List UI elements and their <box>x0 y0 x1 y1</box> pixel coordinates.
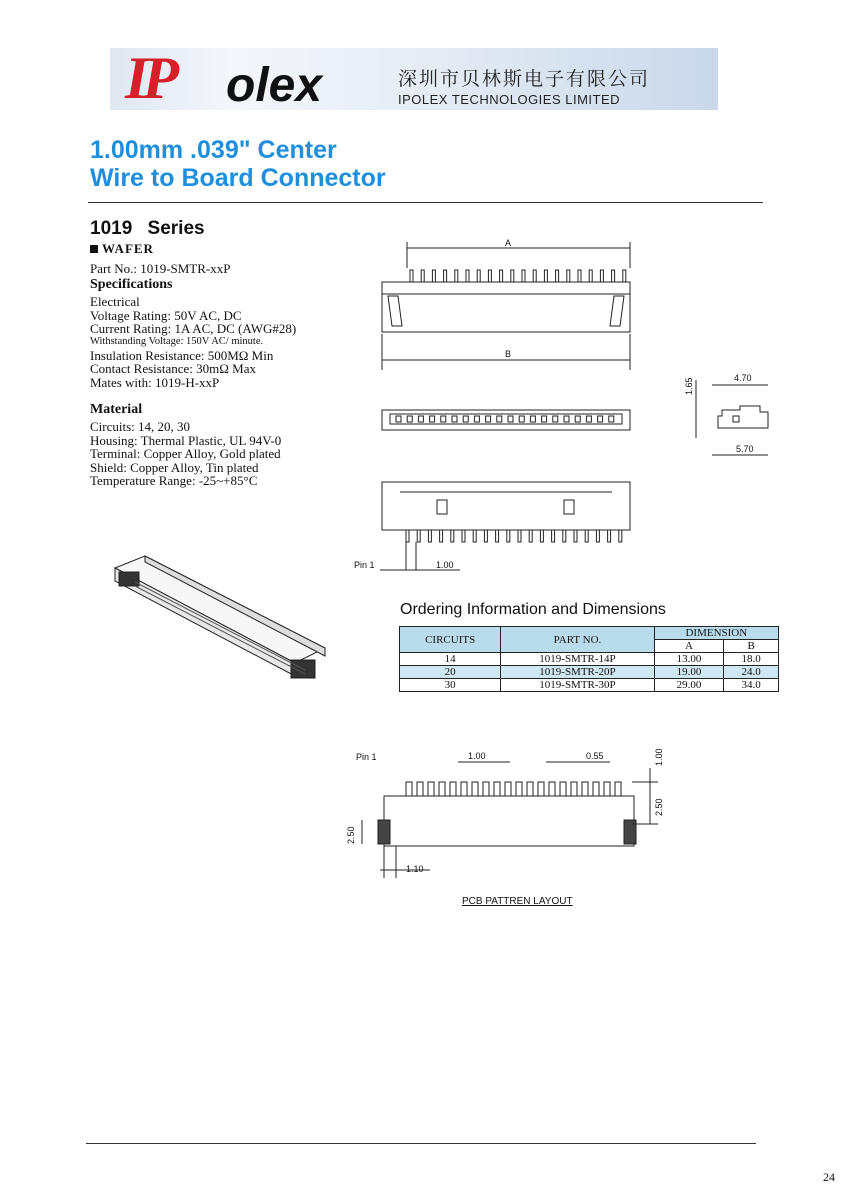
cell-a: 29.00 <box>654 679 724 692</box>
pin-mark <box>530 416 535 422</box>
pcb-d250-right-label: 2.50 <box>654 798 664 816</box>
pin-mark <box>586 416 591 422</box>
dim-a-label: A <box>505 238 512 248</box>
pin-mark <box>406 782 412 796</box>
pin-mark <box>463 416 468 422</box>
table-header-row <box>400 627 779 640</box>
pin-mark <box>417 782 423 796</box>
pitch-label: 1.00 <box>436 560 454 570</box>
pin-mark <box>396 416 401 422</box>
pin-mark <box>542 416 547 422</box>
pin-mark <box>623 270 626 282</box>
pin-mark <box>596 530 599 542</box>
pin-mark <box>472 782 478 796</box>
spec-line: Insulation Resistance: 500MΩ Min <box>90 347 274 363</box>
pcb-pitch-label: 1.00 <box>468 751 486 761</box>
pin-mark <box>560 782 566 796</box>
spec-line: Electrical <box>90 294 140 310</box>
material-heading: Material <box>90 402 143 418</box>
pin-mark <box>619 530 622 542</box>
pin-mark <box>496 530 499 542</box>
ordering-title: Ordering Information and Dimensions <box>400 601 666 618</box>
pin-mark <box>552 530 555 542</box>
table-row <box>400 679 779 692</box>
pin-mark <box>529 530 532 542</box>
dim-b-label: B <box>505 349 512 359</box>
ordering-table <box>399 626 779 692</box>
col-circuits: CIRCUITS <box>400 627 501 653</box>
pcb-outline <box>384 796 634 846</box>
material-line: Terminal: Copper Alloy, Gold plated <box>90 446 281 462</box>
pin-mark <box>538 782 544 796</box>
pin-mark <box>553 416 558 422</box>
col-part-no: PART NO. <box>501 627 654 653</box>
bottom-view <box>382 482 630 542</box>
pin-mark <box>494 782 500 796</box>
pin-mark <box>488 270 491 282</box>
cell-a: 19.00 <box>654 666 724 679</box>
cell-b: 34.0 <box>724 679 779 692</box>
material-line: Housing: Thermal Plastic, UL 94V-0 <box>90 432 282 448</box>
dim-470-label: 4.70 <box>734 373 752 383</box>
pcb-layout-label: PCB PATTREN LAYOUT <box>462 896 573 907</box>
material-line: Temperature Range: -25~+85°C <box>90 473 258 489</box>
pin-mark <box>556 270 559 282</box>
cell-circuits: 14 <box>400 653 501 666</box>
page-number: 24 <box>823 1170 835 1184</box>
pin-mark <box>600 270 603 282</box>
pin-mark <box>421 270 424 282</box>
pin-mark <box>507 530 510 542</box>
pin-mark <box>609 416 614 422</box>
pin-mark <box>441 416 446 422</box>
pin-mark <box>428 530 431 542</box>
cell-a: 13.00 <box>654 653 724 666</box>
pcb-d100-label: 1.00 <box>654 748 664 766</box>
pin-mark <box>574 530 577 542</box>
company-name-english: IPOLEX TECHNOLOGIES LIMITED <box>398 92 621 107</box>
pin-mark <box>575 416 580 422</box>
square-bullet-icon <box>90 245 98 253</box>
pin-mark <box>505 782 511 796</box>
pin-mark <box>455 270 458 282</box>
col-a: A <box>654 640 724 653</box>
cell-circuits: 30 <box>400 679 501 692</box>
pin-mark <box>418 416 423 422</box>
material-line: Shield: Copper Alloy, Tin plated <box>90 459 259 475</box>
pin-mark <box>406 530 409 542</box>
pin-mark <box>428 782 434 796</box>
cell-part: 1019-SMTR-30P <box>501 679 654 692</box>
pin-mark <box>615 782 621 796</box>
pin-mark <box>516 782 522 796</box>
dim-570-label: 5.70 <box>736 444 754 454</box>
pin-mark <box>519 416 524 422</box>
pin-mark <box>452 416 457 422</box>
pin-mark <box>466 270 469 282</box>
pin-mark <box>417 530 420 542</box>
pin-mark <box>567 270 570 282</box>
pcb-pin1-label: Pin 1 <box>356 752 377 762</box>
pin-mark <box>544 270 547 282</box>
spec-block <box>90 242 296 488</box>
cell-part: 1019-SMTR-14P <box>501 653 654 666</box>
pin-mark <box>563 530 566 542</box>
pin-mark <box>582 782 588 796</box>
pcb-pad-label: 0.55 <box>586 751 604 761</box>
pin-mark <box>450 782 456 796</box>
pin-mark <box>461 782 467 796</box>
pin-mark <box>486 416 491 422</box>
cell-part: 1019-SMTR-20P <box>501 666 654 679</box>
pin-mark <box>571 782 577 796</box>
pin-mark <box>430 416 435 422</box>
pin-mark <box>444 270 447 282</box>
spec-line: Current Rating: 1A AC, DC (AWG#28) <box>90 321 297 337</box>
spec-line: Voltage Rating: 50V AC, DC <box>90 307 242 323</box>
pin-mark <box>612 270 615 282</box>
pin-mark <box>540 530 543 542</box>
pin-mark <box>527 782 533 796</box>
table-row <box>400 666 779 679</box>
pin-mark <box>473 530 476 542</box>
wafer-heading: WAFER <box>90 242 296 255</box>
spec-line: Contact Resistance: 30mΩ Max <box>90 361 256 377</box>
pcb-d250-left-label: 2.50 <box>346 826 356 844</box>
cell-circuits: 20 <box>400 666 501 679</box>
pin-mark <box>578 270 581 282</box>
connector-3d-view <box>105 548 335 693</box>
part-number: Part No.: 1019-SMTR-xxP <box>90 261 231 277</box>
page-title-line2: Wire to Board Connector <box>90 164 386 192</box>
pin-mark <box>432 270 435 282</box>
pin-mark <box>585 530 588 542</box>
pin-mark <box>483 782 489 796</box>
pin-mark <box>522 270 525 282</box>
col-dimension: DIMENSION <box>654 627 778 640</box>
front-view <box>382 270 630 332</box>
pin-mark <box>604 782 610 796</box>
material-line: Circuits: 14, 20, 30 <box>90 419 191 435</box>
left-pad <box>378 820 390 844</box>
pin-mark <box>549 782 555 796</box>
pcb-d110-label: 1.10 <box>406 864 424 874</box>
logo-wordmark: olex <box>226 59 323 112</box>
title-divider <box>88 202 763 203</box>
top-view <box>382 410 630 430</box>
pin-mark <box>511 270 514 282</box>
series-heading: 1019 Series <box>90 218 205 239</box>
cell-b: 24.0 <box>724 666 779 679</box>
cell-b: 18.0 <box>724 653 779 666</box>
company-name-chinese: 深圳市贝林斯电子有限公司 <box>398 68 651 90</box>
connector-drawings <box>340 230 810 580</box>
spec-line: Withstanding Voltage: 150V AC/ minute. <box>90 336 264 348</box>
pin-mark <box>484 530 487 542</box>
pin-mark <box>474 416 479 422</box>
dim-165-label: 1.65 <box>684 377 694 395</box>
pin-mark <box>589 270 592 282</box>
pin-mark <box>533 270 536 282</box>
side-view <box>696 380 768 455</box>
pin-mark <box>440 530 443 542</box>
pin-mark <box>410 270 413 282</box>
pin-mark <box>508 416 513 422</box>
table-row <box>400 653 779 666</box>
pin1-label: Pin 1 <box>354 560 375 570</box>
pin-mark <box>462 530 465 542</box>
pin-mark <box>593 782 599 796</box>
pin-mark <box>518 530 521 542</box>
logo-letter-i: IP <box>125 45 178 111</box>
pin-mark <box>439 782 445 796</box>
footer-divider <box>86 1143 756 1144</box>
col-b: B <box>724 640 779 653</box>
specifications-heading: Specifications <box>90 276 173 292</box>
pin-mark <box>564 416 569 422</box>
pin-mark <box>497 416 502 422</box>
spec-line: Mates with: 1019-H-xxP <box>90 374 220 390</box>
pin-mark <box>451 530 454 542</box>
pin-mark <box>608 530 611 542</box>
page-title-line1: 1.00mm .039" Center <box>90 136 337 164</box>
pin-mark <box>500 270 503 282</box>
pin-mark <box>598 416 603 422</box>
pin-mark <box>407 416 412 422</box>
pin-mark <box>477 270 480 282</box>
pcb-layout-drawing <box>340 740 680 890</box>
